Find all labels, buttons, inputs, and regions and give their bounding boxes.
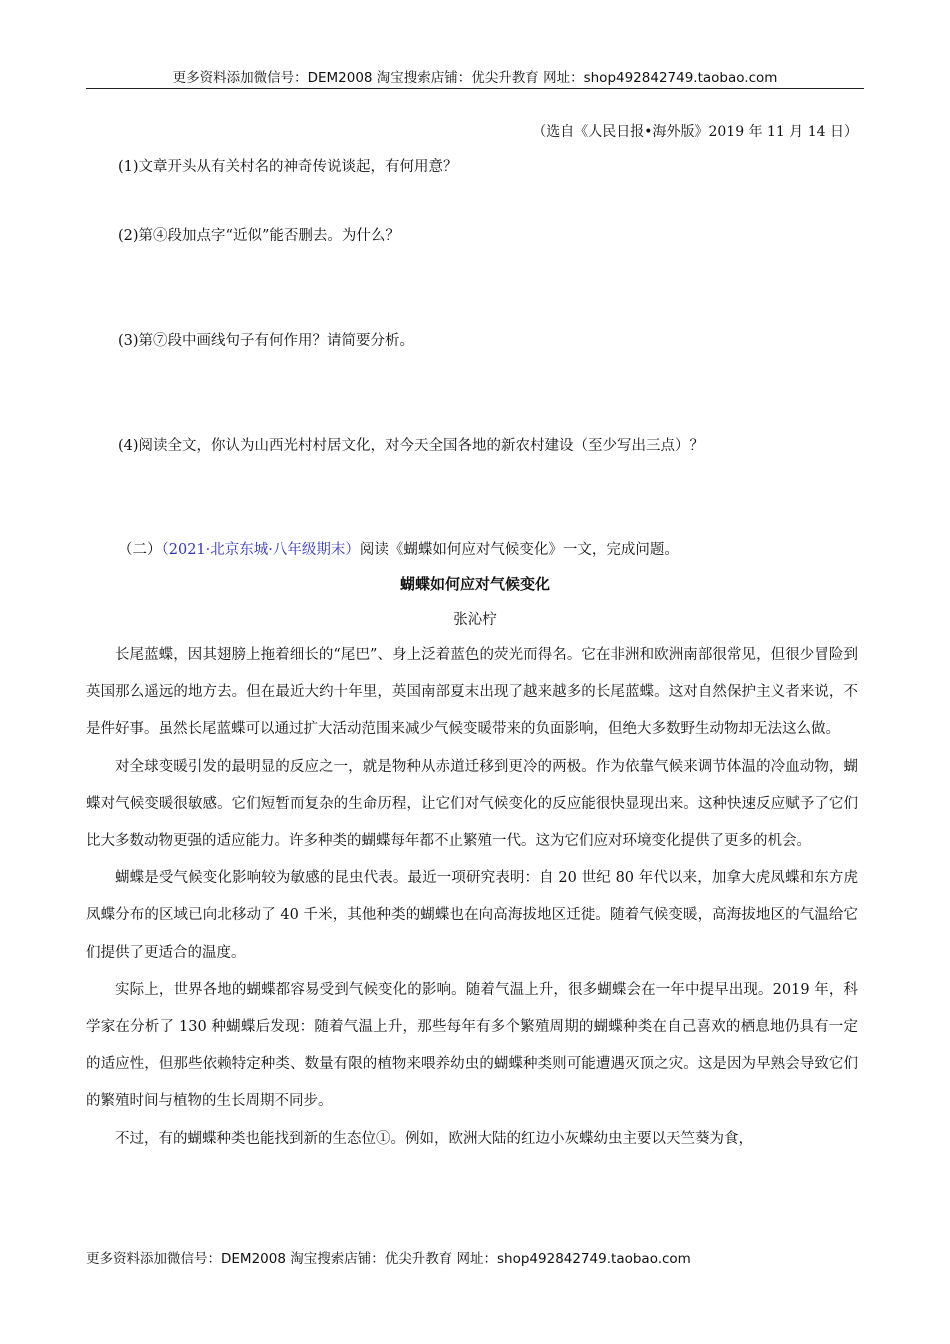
question-1: (1)文章开头从有关村名的神奇传说谈起，有何用意？: [118, 159, 458, 175]
section-heading: [118, 538, 679, 559]
question-4: (4)阅读全文，你认为山西光村村居文化，对今天全国各地的新农村建设（至少写出三点）？: [118, 438, 705, 454]
page-footer: 更多资料添加微信号：DEM2008 淘宝搜索店铺：优尖升教育 网址：shop492842749.taobao.com: [86, 1251, 691, 1267]
source-citation: （选自《人民日报•海外版》2019 年 11 月 14 日）: [532, 124, 858, 140]
article-author: 张沁柠: [453, 612, 497, 628]
article-paragraph: 对全球变暖引发的最明显的反应之一，就是物种从赤道迁移到更冷的两极。作为依靠气候来调节体温的冷血动物，蝴蝶对气候变暖很敏感。它们短暂而复杂的生命历程，让它们对气候变化的反应能很快显现出来。这种快速反应赋予了它们比大多数动物更强的适应能力。许多种类的蝴蝶每年都不止繁殖一代。这为它们应对环境变化提供了更多的机会。: [86, 758, 858, 850]
article-paragraph: 长尾蓝蝶，因其翅膀上拖着细长的“尾巴”、身上泛着蓝色的荧光而得名。它在非洲和欧洲南部很常见，但很少冒险到英国那么遥远的地方去。但在最近大约十年里，英国南部夏末出现了越来越多的长尾蓝蝶。这对自然保护主义者来说，不是件好事。虽然长尾蓝蝶可以通过扩大活动范围来减少气候变暖带来的负面影响，但绝大多数野生动物却无法这么做。: [86, 647, 858, 738]
question-2: (2)第④段加点字“近似”能否删去。为什么？: [118, 228, 400, 244]
section-prefix: （二）: [118, 542, 162, 558]
article-paragraph: 蝴蝶是受气候变化影响较为敏感的昆虫代表。最近一项研究表明：自 20 世纪 80 年代以来，加拿大虎凤蝶和东方虎凤蝶分布的区域已向北移动了 40 千米，其他种类的蝴蝶也在向高海拔地区迁徙。随着气候变暖，高海拔地区的气温给它们提供了更适合的温度。: [86, 870, 858, 961]
section-instruction: 阅读《蝴蝶如何应对气候变化》一文，完成问题。: [359, 542, 679, 558]
page-header: 更多资料添加微信号：DEM2008 淘宝搜索店铺：优尖升教育 网址：shop492842749.taobao.com: [172, 70, 778, 86]
header-divider: [86, 88, 864, 89]
section-source-tag: （2021·北京东城·八年级期末）: [161, 542, 360, 558]
article-title: 蝴蝶如何应对气候变化: [399, 575, 550, 593]
article-body: [86, 637, 858, 1158]
article-paragraph: 不过，有的蝴蝶种类也能找到新的生态位①。例如，欧洲大陆的红边小灰蝶幼虫主要以天竺葵为食，: [115, 1130, 753, 1147]
question-3: (3)第⑦段中画线句子有何作用？请简要分析。: [118, 333, 415, 349]
article-paragraph: 实际上，世界各地的蝴蝶都容易受到气候变化的影响。随着气温上升，很多蝴蝶会在一年中提早出现。2019 年，科学家在分析了 130 种蝴蝶后发现：随着气温上升，那些每年有多个繁殖周期的蝴蝶种类在自己喜欢的栖息地仍具有一定的适应性，但那些依赖特定种类、数量有限的植物来喂养幼虫的蝴蝶种类则可能遭遇灭顶之灾。这是因为早熟会导致它们的繁殖时间与植物的生长周期不同步。: [86, 981, 858, 1110]
